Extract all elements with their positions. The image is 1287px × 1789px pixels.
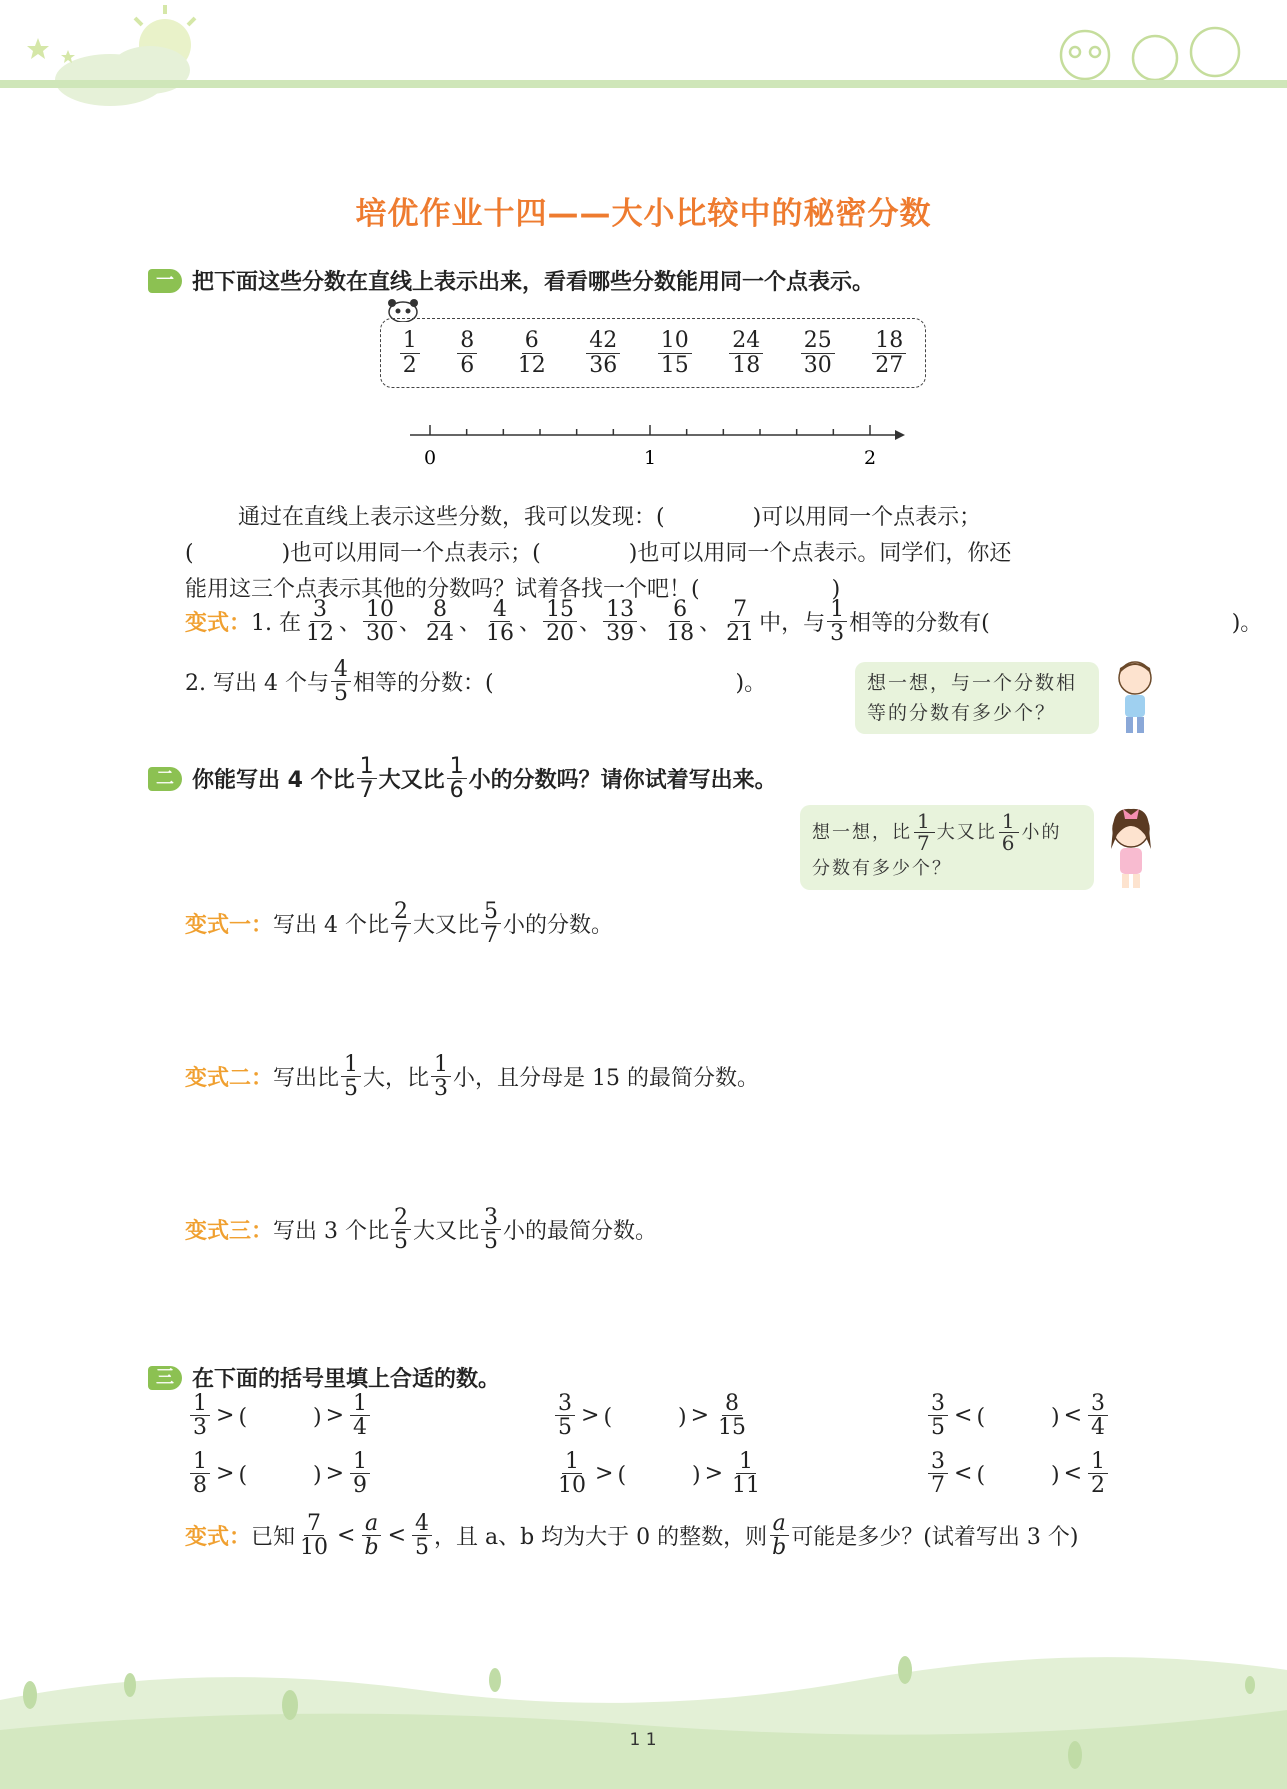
variant-label: 变式： [185, 611, 252, 637]
comparison-left-fraction [555, 1450, 589, 1497]
comparison-operator: > [690, 1403, 710, 1429]
comparison-operator: < [954, 1403, 973, 1429]
denominator: 10 [558, 1473, 586, 1499]
numerator: 2 [391, 1206, 411, 1230]
s2-variant-2-fraction-1 [341, 1053, 361, 1100]
s2-variant-1-fraction-2 [481, 900, 501, 947]
denominator: 5 [415, 1535, 429, 1561]
s3-variant-fraction-ab [361, 1512, 381, 1559]
answer-blank[interactable]: ( ) [976, 1463, 1060, 1489]
denominator: 7 [484, 923, 499, 949]
axis-label-2: 2 [863, 447, 877, 469]
variant-1-fraction-item [363, 598, 397, 645]
denominator: 4 [353, 1415, 368, 1441]
section-2-variant-1 [185, 900, 613, 947]
fraction-item [457, 329, 477, 376]
numerator: 5 [481, 900, 501, 924]
variant-1-mid: 中，与 [759, 611, 826, 637]
s2-variant-3-fraction-1 [391, 1206, 411, 1253]
s3-variant-fraction-3 [412, 1512, 432, 1559]
comparison-operator: < [1063, 1461, 1083, 1487]
variant-2-label: 变式二： [185, 1066, 274, 1092]
boy-character-icon [1112, 658, 1158, 738]
comparison-right-fraction [350, 1392, 370, 1439]
page-title: 培优作业十四——大小比较中的秘密分数 [355, 196, 932, 232]
section-1-variant-1 [185, 598, 1262, 645]
comparison-operator: > [325, 1403, 345, 1429]
section-3-heading [148, 1362, 500, 1393]
denominator: 27 [875, 352, 904, 378]
numerator: 10 [363, 598, 397, 622]
denominator: 5 [484, 1229, 499, 1255]
variant-1-fraction-list: $\frac{3}{12}$ 、 $\frac{10}{30}$ 、 $\frac{8}{24}$ 、 $\frac{4}{16}$ 、 $\frac{15}{20}$ 、 $\frac{13}{39}$ 、 $\frac{6}{18}$ 、 $\frac{7}{21}$ [301, 598, 759, 645]
fraction-item [515, 329, 549, 376]
paragraph-line-3: 能用这三个点表示其他的分数吗？试着各找一个吧！( ) [185, 577, 841, 602]
fraction-item [872, 329, 906, 376]
denominator: 6 [1001, 831, 1017, 855]
s3-variant-part-b: ，且 a、b 均为大于 0 的整数，则 [434, 1525, 768, 1551]
fraction-item [801, 329, 835, 376]
fraction-item [729, 329, 763, 376]
variant-2-fraction [331, 658, 351, 705]
numerator: 8 [722, 1392, 742, 1416]
numerator: 1 [1088, 1450, 1108, 1474]
numerator: 1 [357, 755, 377, 779]
denominator: 7 [917, 831, 932, 855]
section-2-heading-part-c: 小的分数吗？请你试着写出来。 [468, 768, 777, 794]
denominator: 5 [931, 1415, 945, 1441]
numerator: 3 [928, 1392, 948, 1416]
comparison-operator: > [581, 1403, 600, 1429]
s2-variant-3-part-a: 写出 3 个比 [273, 1219, 389, 1245]
hint-bubble-2 [800, 805, 1094, 890]
numerator: 8 [430, 598, 450, 622]
section-2-heading-part-b: 大又比 [378, 768, 445, 794]
s3-variant-lt-1: < [337, 1523, 356, 1549]
fraction-box [380, 318, 926, 388]
numerator: 4 [490, 598, 510, 622]
denominator: 30 [803, 352, 832, 378]
numerator: a [770, 1512, 789, 1536]
comparison-operator: < [1063, 1403, 1083, 1429]
bubble-2-fraction-1 [914, 811, 935, 854]
numerator: 7 [730, 598, 750, 622]
comparison-right-fraction [1088, 1392, 1108, 1439]
denominator: 16 [486, 621, 515, 647]
numerator: 25 [801, 329, 835, 353]
s3-variant-fraction-4 [769, 1512, 789, 1559]
numerator: 4 [412, 1512, 432, 1536]
denominator: 7 [931, 1473, 945, 1499]
comparison-right-fraction [350, 1450, 370, 1497]
numerator: 1 [350, 1450, 370, 1474]
girl-character-icon [1105, 805, 1157, 891]
s2-variant-2-fraction-2 [431, 1053, 451, 1100]
numerator: 3 [928, 1450, 948, 1474]
section-3-badge: 三 [148, 1366, 182, 1390]
denominator: 21 [726, 621, 755, 647]
variant-1-prefix: 1. 在 [251, 611, 301, 637]
denominator: 3 [193, 1415, 207, 1441]
paragraph-line-2: ( )也可以用同一个点表示；( )也可以用同一个点表示。同学们，你还 [185, 541, 1012, 566]
denominator: 36 [589, 352, 618, 378]
comparison-item [553, 1392, 751, 1439]
section-3-variant [185, 1512, 1078, 1559]
bubble-2-part-b: 大又比 [936, 821, 997, 843]
variant-2-suffix: 相等的分数：( )。 [352, 671, 767, 697]
numerator: 2 [391, 900, 411, 924]
denominator: 12 [306, 621, 334, 647]
page-number: 1 1 [629, 1730, 657, 1750]
section-2-heading-part-a: 你能写出 4 个比 [192, 768, 355, 794]
numerator: 15 [543, 598, 577, 622]
section-1-variant-2 [185, 658, 766, 705]
variant-3-label: 变式三： [185, 1219, 274, 1245]
section-3-heading-text: 在下面的括号里填上合适的数。 [192, 1367, 501, 1392]
denominator: 5 [333, 681, 348, 707]
s3-variant-lt-2: < [387, 1523, 406, 1549]
axis-label-0: 0 [423, 447, 437, 469]
numerator: 3 [1088, 1392, 1108, 1416]
denominator: 30 [366, 621, 395, 647]
numerator: 1 [736, 1450, 756, 1474]
denominator: 2 [1091, 1473, 1106, 1499]
denominator: 20 [546, 621, 575, 647]
comparison-left-fraction [190, 1450, 210, 1497]
s2-variant-2-part-a: 写出比 [273, 1066, 340, 1092]
comparison-left-fraction [928, 1392, 948, 1439]
s2-variant-3-fraction-2 [481, 1206, 501, 1253]
s2-variant-3-part-c: 小的最简分数。 [503, 1219, 658, 1245]
comparison-operator: > [216, 1461, 235, 1487]
comparison-right-fraction [715, 1392, 749, 1439]
section-1-badge: 一 [148, 269, 182, 293]
s3-variant-part-a: 已知 [251, 1525, 296, 1551]
bubble-2-part-d: 分数有多少个？ [812, 858, 952, 879]
comparison-operator: > [216, 1403, 235, 1429]
denominator: 18 [666, 621, 695, 647]
s2-variant-2-part-b: 大，比 [363, 1066, 430, 1092]
variant-1-fraction-item [423, 598, 457, 645]
fraction-item [400, 329, 420, 376]
comparison-item [926, 1450, 1110, 1497]
answer-blank[interactable]: ( ) [976, 1405, 1060, 1431]
numerator: 3 [555, 1392, 575, 1416]
numerator: a [362, 1512, 381, 1536]
section-2-variant-2 [185, 1053, 759, 1100]
numerator: 1 [400, 329, 420, 353]
numerator: 6 [522, 329, 542, 353]
denominator: 6 [449, 778, 464, 804]
numerator: 1 [190, 1450, 210, 1474]
denominator: 10 [300, 1535, 329, 1561]
bubble-2-part-c: 小的 [1021, 821, 1062, 843]
paragraph-line-1: 通过在直线上表示这些分数，我可以发现：( )可以用同一个点表示； [238, 505, 982, 530]
denominator: 3 [830, 621, 845, 647]
s2-variant-2-part-c: 小，且分母是 15 的最简分数。 [453, 1066, 760, 1092]
s3-variant-part-c: 可能是多少？(试着写出 3 个) [791, 1525, 1079, 1551]
denominator: b [364, 1535, 379, 1561]
answer-blank[interactable]: ( ) [238, 1405, 322, 1431]
section-2-heading [148, 755, 777, 802]
denominator: b [772, 1535, 787, 1561]
variant-1-fraction-item [603, 598, 637, 645]
numerator: 8 [457, 329, 477, 353]
section-1-heading [148, 265, 874, 296]
comparison-operator: > [325, 1461, 345, 1487]
denominator: 12 [517, 352, 546, 378]
s2-variant-1-part-a: 写出 4 个比 [273, 913, 389, 939]
section-2-heading-fraction-2 [447, 755, 467, 802]
comparison-left-fraction [555, 1392, 575, 1439]
numerator: 6 [670, 598, 690, 622]
denominator: 11 [732, 1473, 761, 1499]
numerator: 24 [729, 329, 763, 353]
variant-1-fraction-item [303, 598, 337, 645]
variant-1-fraction-item [723, 598, 757, 645]
numerator: 1 [999, 811, 1020, 833]
variant-1-fraction-item [543, 598, 577, 645]
comparison-operator: < [954, 1461, 973, 1487]
denominator: 18 [732, 352, 761, 378]
s3-variant-fraction-1 [297, 1512, 331, 1559]
numerator: 4 [331, 658, 351, 682]
variant-1-fraction-item [663, 598, 697, 645]
comparison-item [553, 1450, 765, 1497]
denominator: 6 [460, 352, 475, 378]
axis-label-1: 1 [643, 447, 657, 469]
numerator: 3 [481, 1206, 501, 1230]
section-3-variant-label: 变式： [185, 1525, 252, 1551]
answer-blank[interactable]: ( ) [603, 1405, 687, 1431]
denominator: 3 [434, 1076, 449, 1102]
denominator: 7 [359, 778, 374, 804]
comparison-right-fraction [729, 1450, 763, 1497]
discovery-paragraph [185, 500, 1155, 608]
variant-1-suffix: 相等的分数有( )。 [849, 611, 1263, 637]
numerator: 1 [827, 598, 847, 622]
section-1-heading-text: 把下面这些分数在直线上表示出来，看看哪些分数能用同一个点表示。 [192, 270, 875, 295]
numerator: 1 [447, 755, 467, 779]
comparison-operator: > [704, 1461, 724, 1487]
numerator: 18 [872, 329, 906, 353]
header-band [0, 80, 1287, 88]
denominator: 24 [426, 621, 455, 647]
variant-1-fraction-item [483, 598, 517, 645]
numerator: 1 [190, 1392, 210, 1416]
s2-variant-3-part-b: 大又比 [413, 1219, 480, 1245]
s2-variant-1-part-c: 小的分数。 [503, 913, 614, 939]
comparison-grid [188, 1392, 1118, 1510]
comparison-item [188, 1450, 372, 1497]
s2-variant-1-part-b: 大又比 [413, 913, 480, 939]
denominator: 15 [718, 1415, 747, 1441]
denominator: 5 [394, 1229, 408, 1255]
numerator: 3 [310, 598, 330, 622]
variant-2-prefix: 2. 写出 4 个与 [185, 671, 329, 697]
denominator: 2 [402, 352, 417, 378]
section-2-variant-3 [185, 1206, 657, 1253]
numerator: 7 [304, 1512, 324, 1536]
numerator: 1 [562, 1450, 582, 1474]
header-decoration [0, 0, 1287, 110]
denominator: 39 [606, 621, 635, 647]
section-2-heading-fraction-1 [357, 755, 377, 802]
variant-1-target-fraction [827, 598, 847, 645]
comparison-left-fraction [190, 1392, 210, 1439]
comparison-item [926, 1392, 1110, 1439]
numerator: 1 [350, 1392, 370, 1416]
answer-blank[interactable]: ( ) [238, 1463, 322, 1489]
denominator: 5 [558, 1415, 572, 1441]
section-2-badge: 二 [148, 767, 182, 791]
denominator: 15 [660, 352, 689, 378]
footer-landscape [0, 1640, 1287, 1789]
s2-variant-1-fraction-1 [391, 900, 411, 947]
number-line [400, 415, 910, 475]
answer-blank[interactable]: ( ) [617, 1463, 701, 1489]
comparison-right-fraction [1088, 1450, 1108, 1497]
variant-1-label: 变式一： [185, 913, 274, 939]
hint-bubble-1: 想一想，与一个分数相等的分数有多少个？ [855, 662, 1099, 734]
numerator: 10 [658, 329, 692, 353]
numerator: 13 [603, 598, 637, 622]
denominator: 7 [394, 923, 408, 949]
comparison-item [188, 1392, 372, 1439]
denominator: 9 [353, 1473, 368, 1499]
denominator: 8 [193, 1473, 207, 1499]
bubble-2-part-a: 想一想，比 [812, 821, 912, 843]
comparison-operator: > [595, 1461, 614, 1487]
fraction-list [381, 319, 925, 387]
bubble-2-fraction-2 [999, 811, 1020, 854]
comparison-left-fraction [928, 1450, 948, 1497]
fraction-item [586, 329, 620, 376]
denominator: 5 [344, 1076, 359, 1102]
numerator: 1 [341, 1053, 361, 1077]
numerator: 1 [431, 1053, 451, 1077]
denominator: 4 [1091, 1415, 1106, 1441]
numerator: 1 [914, 811, 935, 833]
numerator: 42 [586, 329, 620, 353]
fraction-item [658, 329, 692, 376]
